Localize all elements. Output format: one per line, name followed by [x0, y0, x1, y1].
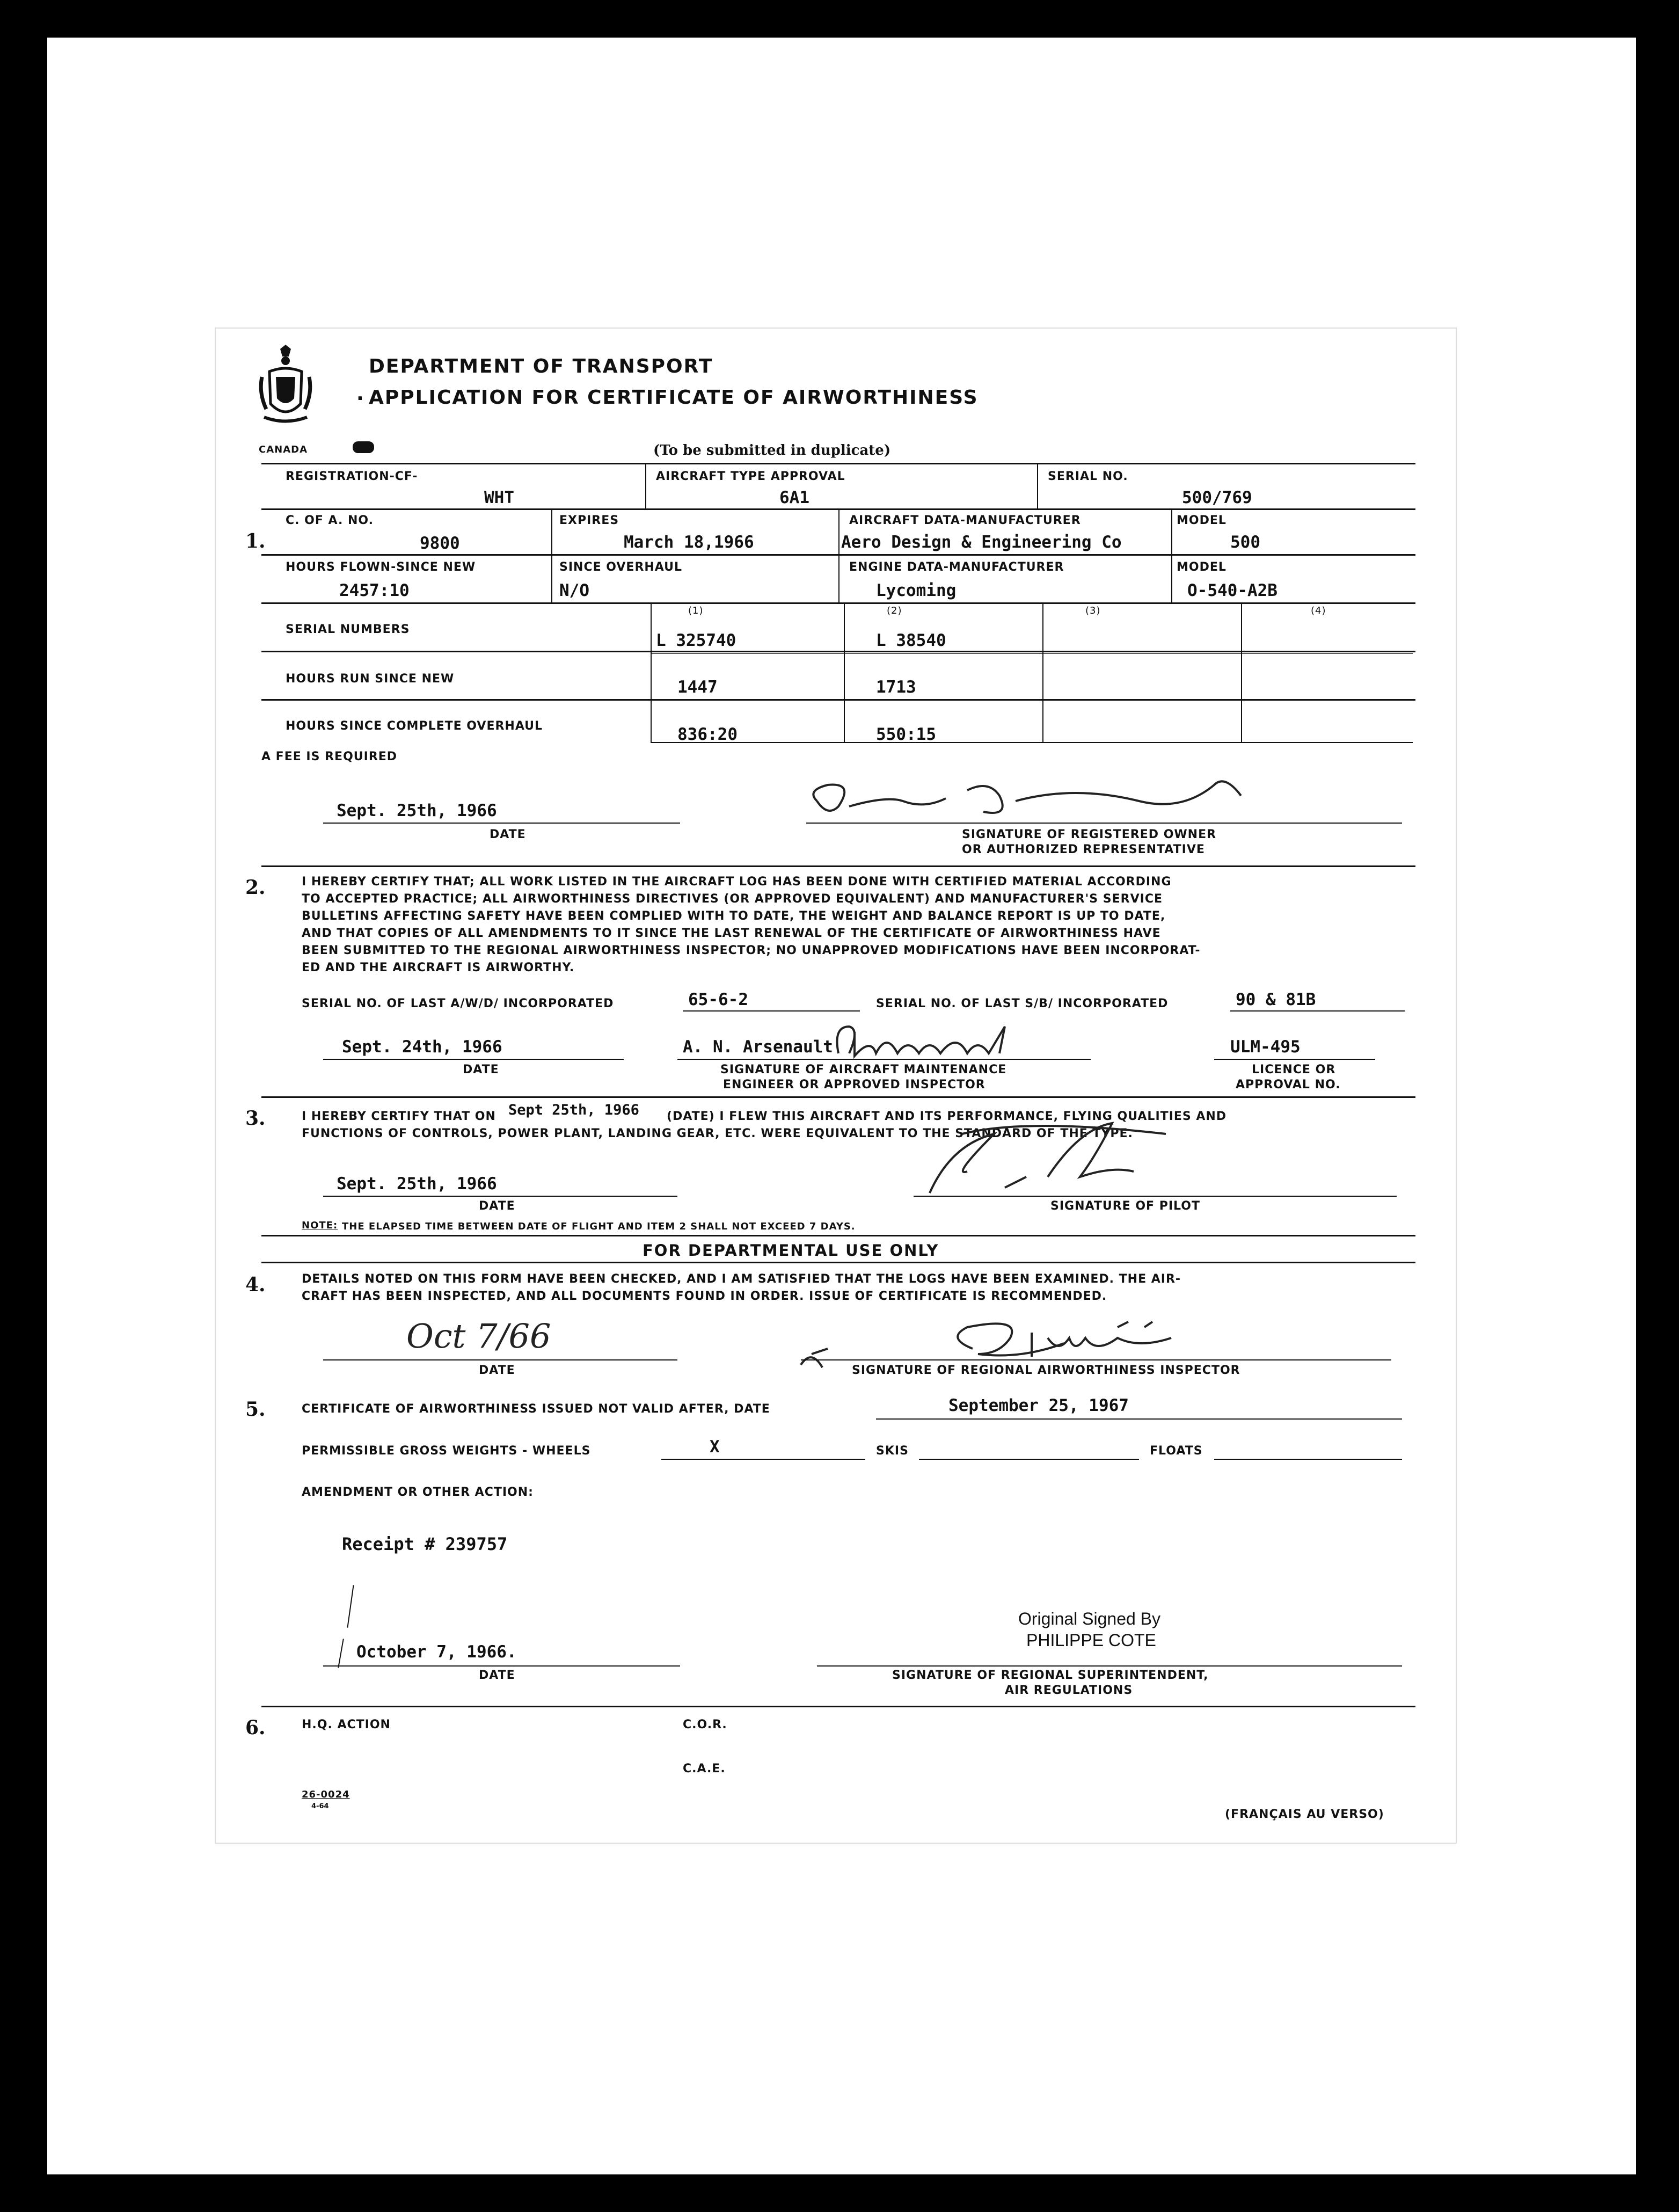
engine-manufacturer-value: Lycoming [876, 581, 957, 600]
aircraft-manufacturer-label: AIRCRAFT DATA-MANUFACTURER [849, 514, 1081, 527]
cert-validity-date: September 25, 1967 [948, 1396, 1129, 1415]
section-number: 5. [245, 1398, 266, 1421]
last-sb-value: 90 & 81B [1236, 990, 1316, 1009]
engine-manufacturer-label: ENGINE DATA-MANUFACTURER [849, 561, 1064, 574]
rule [261, 463, 1415, 464]
hours-run-cell: 1713 [876, 678, 916, 697]
superintendent-signature-label: SIGNATURE OF REGIONAL SUPERINTENDENT, [892, 1669, 1209, 1682]
amendment-label: AMENDMENT OR OTHER ACTION: [302, 1486, 534, 1499]
rule [261, 651, 1415, 652]
original-signed-name: PHILIPPE COTE [1026, 1631, 1156, 1650]
rule [261, 699, 1415, 701]
date-label: DATE [463, 1063, 499, 1076]
type-approval-label: AIRCRAFT TYPE APPROVAL [656, 470, 845, 483]
cor-label: C.O.R. [683, 1718, 727, 1731]
engine-model-label: MODEL [1177, 561, 1227, 574]
certify-line: I HEREBY CERTIFY THAT; ALL WORK LISTED IN THE AIRCRAFT LOG HAS BEEN DONE WITH CERTIFIED MATERIAL ACCORDING [302, 875, 1172, 889]
column-header: (4) [1311, 605, 1326, 616]
certify-line: BEEN SUBMITTED TO THE REGIONAL AIRWORTHINESS INSPECTOR; NO UNAPPROVED MODIFICATIONS HAVE BEEN INCORPORAT- [302, 944, 1201, 957]
cae-label: C.A.E. [683, 1762, 726, 1776]
section1-date-value: Sept. 25th, 1966 [337, 801, 497, 820]
airworthiness-form [215, 328, 1457, 1844]
aircraft-model-value: 500 [1230, 533, 1260, 552]
fee-note: A FEE IS REQUIRED [261, 750, 398, 763]
department-title: DEPARTMENT OF TRANSPORT [369, 355, 713, 377]
rule [261, 1262, 1415, 1263]
rule [1241, 602, 1242, 699]
pen-mark [347, 1585, 354, 1628]
pen-mark [338, 1639, 344, 1668]
serial-numbers-label: SERIAL NUMBERS [286, 623, 410, 636]
serial-value: 500/769 [1182, 488, 1252, 507]
rule [261, 1096, 1415, 1098]
certify-line: I HEREBY CERTIFY THAT ON [302, 1110, 496, 1123]
expires-value: March 18,1966 [624, 533, 754, 552]
serial-number-cell: L 325740 [656, 631, 736, 650]
rule [1230, 1010, 1405, 1012]
rule [1037, 463, 1038, 508]
owner-signature-label: OR AUTHORIZED REPRESENTATIVE [962, 843, 1205, 856]
last-sb-label: SERIAL NO. OF LAST S/B/ INCORPORATED [876, 997, 1169, 1010]
column-header: (3) [1085, 605, 1101, 616]
rule [651, 653, 1413, 654]
certify-line: CRAFT HAS BEEN INSPECTED, AND ALL DOCUMENTS FOUND IN ORDER. ISSUE OF CERTIFICATE IS RECOMMENDED. [302, 1290, 1107, 1303]
certify-line: BULLETINS AFFECTING SAFETY HAVE BEEN COMPLIED WITH TO DATE, THE WEIGHT AND BALANCE REPORT IS UP TO DATE, [302, 909, 1166, 923]
certify-line: TO ACCEPTED PRACTICE; ALL AIRWORTHINESS DIRECTIVES (OR APPROVED EQUIVALENT) AND MANUFACTURER'S SERVICE [302, 892, 1163, 906]
rule [1171, 508, 1172, 602]
floats-label: FLOATS [1150, 1444, 1203, 1458]
date-label: DATE [490, 828, 526, 841]
rule [1214, 1059, 1375, 1060]
certify-line: AND THAT COPIES OF ALL AMENDMENTS TO IT SINCE THE LAST RENEWAL OF THE CERTIFICATE OF AIRWORTHINESS HAVE [302, 927, 1161, 940]
canada-coat-of-arms-icon [259, 345, 312, 441]
last-awd-label: SERIAL NO. OF LAST A/W/D/ INCORPORATED [302, 997, 614, 1010]
rule [838, 508, 840, 602]
hours-overhaul-label: HOURS SINCE COMPLETE OVERHAUL [286, 719, 543, 733]
original-signed-line: Original Signed By [1018, 1609, 1161, 1628]
rule [919, 1459, 1139, 1460]
superintendent-signature-label: AIR REGULATIONS [1005, 1684, 1133, 1697]
aircraft-model-label: MODEL [1177, 514, 1227, 527]
cert-validity-label: CERTIFICATE OF AIRWORTHINESS ISSUED NOT VALID AFTER, DATE [302, 1402, 770, 1416]
rule [323, 1359, 677, 1360]
owner-signature-label: SIGNATURE OF REGISTERED OWNER [962, 828, 1217, 841]
hours-run-label: HOURS RUN SINCE NEW [286, 672, 455, 686]
column-header: (2) [887, 605, 902, 616]
engineer-name: A. N. Arsenault [683, 1037, 833, 1057]
certify-line: ED AND THE AIRCRAFT IS AIRWORTHY. [302, 961, 575, 974]
rule [261, 602, 1415, 604]
date-label: DATE [479, 1199, 515, 1213]
date-label: DATE [479, 1669, 515, 1682]
rule [323, 1059, 624, 1060]
engineer-signature-label: SIGNATURE OF AIRCRAFT MAINTENANCE [720, 1063, 1007, 1076]
section4-date-value: Oct 7/66 [406, 1316, 551, 1356]
bullet-dot: · [356, 388, 364, 410]
rule [876, 1418, 1402, 1420]
engineer-signature-label: ENGINEER OR APPROVED INSPECTOR [723, 1078, 986, 1092]
rule [1214, 1459, 1402, 1460]
departmental-use-heading: FOR DEPARTMENTAL USE ONLY [643, 1241, 939, 1260]
engineer-signature [828, 1016, 1021, 1064]
gross-weights-label: PERMISSIBLE GROSS WEIGHTS - WHEELS [302, 1444, 591, 1458]
pilot-signature [919, 1112, 1198, 1204]
duplicate-note: (To be submitted in duplicate) [653, 442, 891, 459]
wheels-value: X [710, 1437, 720, 1457]
french-verso-note: (FRANÇAIS AU VERSO) [1225, 1808, 1384, 1821]
rule [551, 508, 552, 602]
form-title: APPLICATION FOR CERTIFICATE OF AIRWORTHINESS [369, 387, 979, 409]
c-of-a-value: 9800 [420, 534, 460, 553]
type-approval-value: 6A1 [779, 488, 809, 507]
section-number: 6. [245, 1716, 266, 1739]
rule [683, 1010, 860, 1012]
section-number: 1. [245, 530, 266, 552]
section-number: 2. [245, 876, 266, 899]
pilot-signature-label: SIGNATURE OF PILOT [1050, 1199, 1200, 1213]
c-of-a-label: C. OF A. NO. [286, 514, 374, 527]
inspector-signature [795, 1306, 1225, 1370]
rule [677, 1059, 1091, 1060]
rule [844, 699, 845, 742]
licence-label: APPROVAL NO. [1236, 1078, 1341, 1092]
hours-flown-value: 2457:10 [339, 581, 410, 600]
form-date: 4-64 [311, 1802, 329, 1810]
rule [1241, 699, 1242, 742]
receipt-value: Receipt # 239757 [342, 1534, 508, 1554]
rule [651, 742, 1413, 743]
rule [817, 1665, 1402, 1667]
rule [914, 1196, 1397, 1197]
hours-overhaul-cell: 550:15 [876, 725, 936, 744]
inspector-signature-label: SIGNATURE OF REGIONAL AIRWORTHINESS INSPECTOR [852, 1364, 1240, 1377]
since-overhaul-value: N/O [559, 581, 589, 600]
country-label: CANADA [259, 444, 308, 455]
column-header: (1) [688, 605, 704, 616]
rule [323, 823, 680, 824]
hq-action-label: H.Q. ACTION [302, 1718, 391, 1731]
skis-label: SKIS [876, 1444, 909, 1458]
licence-value: ULM-495 [1230, 1037, 1301, 1057]
certify-line: FUNCTIONS OF CONTROLS, POWER PLANT, LANDING GEAR, ETC. WERE EQUIVALENT TO THE STANDARD OF THE TYPE. [302, 1127, 1133, 1140]
rule [261, 1235, 1415, 1236]
since-overhaul-label: SINCE OVERHAUL [559, 561, 683, 574]
expires-label: EXPIRES [559, 514, 619, 527]
serial-label: SERIAL NO. [1048, 470, 1128, 483]
section3-date-value: Sept. 25th, 1966 [337, 1174, 497, 1194]
form-number: 26-0024 [302, 1789, 350, 1800]
section5-date-value: October 7, 1966. [356, 1642, 517, 1662]
rule [323, 1665, 680, 1667]
date-label: DATE [479, 1364, 515, 1377]
rule [1042, 699, 1043, 742]
hours-overhaul-cell: 836:20 [677, 725, 738, 744]
section-number: 4. [245, 1274, 266, 1296]
certify-line: DETAILS NOTED ON THIS FORM HAVE BEEN CHECKED, AND I AM SATISFIED THAT THE LOGS HAVE BEEN EXAMINED. THE AIR- [302, 1272, 1181, 1286]
certify-line: (DATE) I FLEW THIS AIRCRAFT AND ITS PERFORMANCE, FLYING QUALITIES AND [667, 1110, 1227, 1123]
rule [651, 602, 652, 699]
rule [323, 1196, 677, 1197]
flight-date-value: Sept 25th, 1966 [508, 1102, 639, 1118]
section-number: 3. [245, 1107, 266, 1130]
rule [801, 1359, 1391, 1360]
engine-model-value: O-540-A2B [1187, 581, 1278, 600]
rule [645, 463, 646, 508]
rule [661, 1459, 865, 1460]
rule [651, 699, 652, 742]
note-text: THE ELAPSED TIME BETWEEN DATE OF FLIGHT AND ITEM 2 SHALL NOT EXCEED 7 DAYS. [342, 1221, 856, 1232]
rule [844, 602, 845, 699]
owner-signature [806, 769, 1289, 833]
rule [261, 865, 1415, 867]
registration-value: WHT [484, 488, 514, 507]
hours-flown-label: HOURS FLOWN-SINCE NEW [286, 561, 476, 574]
aircraft-manufacturer-value: Aero Design & Engineering Co [841, 533, 1122, 552]
rule [1042, 602, 1043, 699]
registration-label: REGISTRATION-CF- [286, 470, 418, 483]
rule [261, 1706, 1415, 1707]
rule [806, 823, 1402, 824]
serial-number-cell: L 38540 [876, 631, 946, 650]
ink-blot [353, 441, 374, 453]
last-awd-value: 65-6-2 [688, 990, 748, 1009]
note-label: NOTE: [302, 1220, 338, 1231]
section2-date-value: Sept. 24th, 1966 [342, 1037, 502, 1057]
hours-run-cell: 1447 [677, 678, 718, 697]
licence-label: LICENCE OR [1252, 1063, 1336, 1076]
